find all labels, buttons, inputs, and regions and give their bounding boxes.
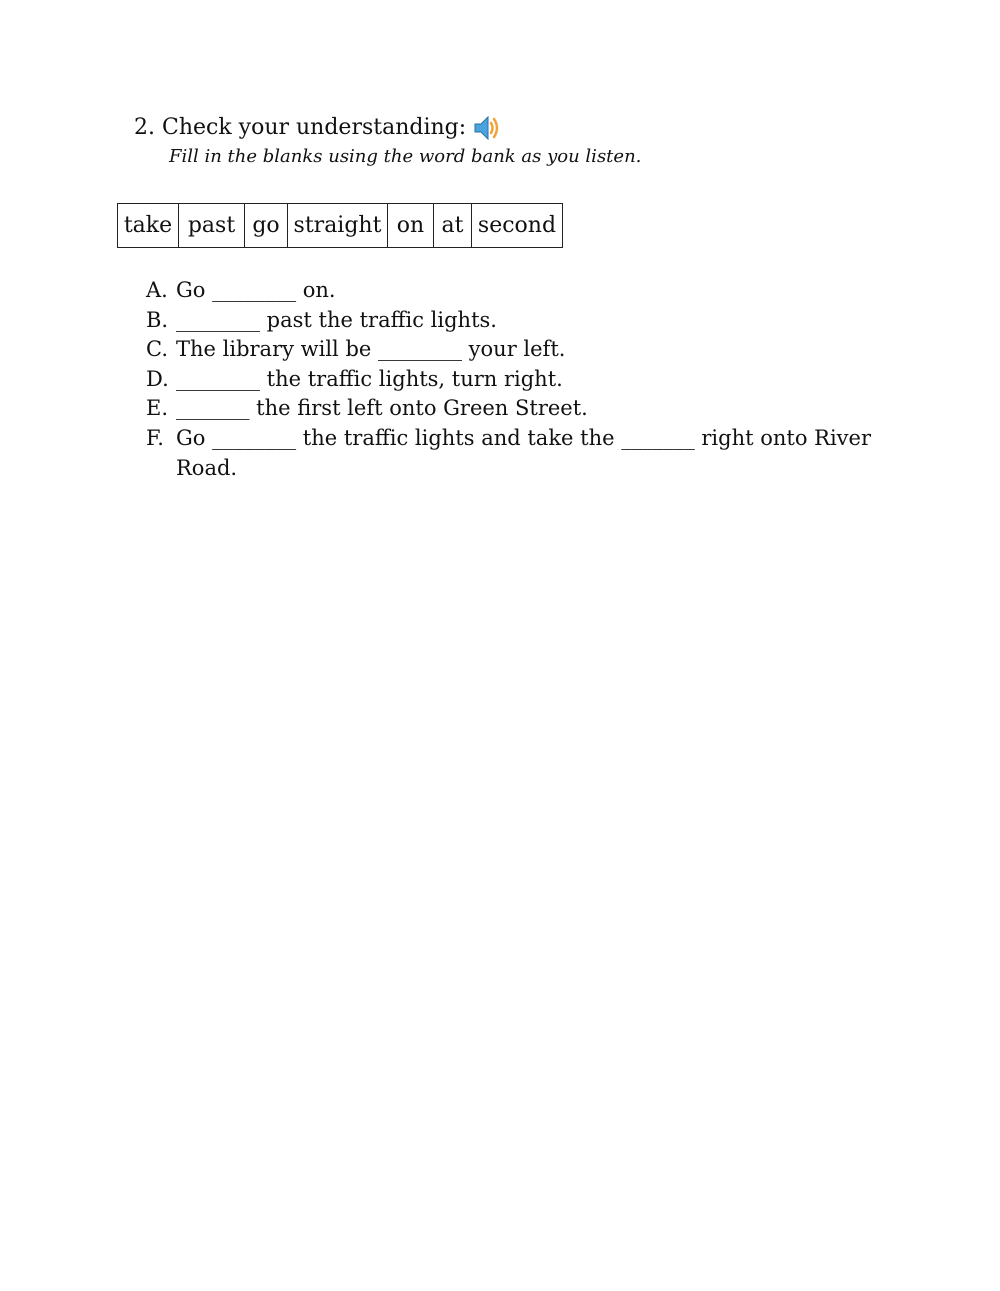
question-item xyxy=(146,335,876,365)
question-letter: C. xyxy=(146,337,168,362)
question-text: Go ________ the traffic lights and take the _______ right onto River Road. xyxy=(176,425,872,480)
word-bank-cell[interactable]: second xyxy=(472,204,563,248)
question-item xyxy=(146,276,876,306)
question-letter: E. xyxy=(146,396,169,421)
question-list xyxy=(146,276,876,483)
instruction-text: Fill in the blanks using the word bank as you listen. xyxy=(169,146,642,167)
word-bank-cell[interactable]: straight xyxy=(288,204,388,248)
question-text: _______ the first left onto Green Street. xyxy=(176,396,588,421)
question-item xyxy=(146,365,876,395)
question-item xyxy=(146,394,876,424)
question-letter: B. xyxy=(146,307,169,332)
question-item xyxy=(146,424,876,483)
speaker-icon[interactable] xyxy=(472,113,502,143)
word-bank-cell[interactable]: at xyxy=(434,204,472,248)
question-letter: D. xyxy=(146,366,169,391)
question-text: ________ the traffic lights, turn right. xyxy=(176,366,563,391)
word-bank-cell[interactable]: on xyxy=(388,204,434,248)
question-text: The library will be ________ your left. xyxy=(176,337,566,362)
word-bank-cell[interactable]: take xyxy=(118,204,179,248)
question-item xyxy=(146,306,876,336)
section-heading xyxy=(134,112,502,144)
question-text: Go ________ on. xyxy=(176,278,336,302)
word-bank-table xyxy=(117,203,563,248)
question-letter: F. xyxy=(146,425,164,450)
question-letter: A. xyxy=(146,278,168,302)
word-bank-cell[interactable]: go xyxy=(245,204,288,248)
word-bank-cell[interactable]: past xyxy=(179,204,245,248)
section-title: 2. Check your understanding: xyxy=(134,115,467,140)
question-text: ________ past the traffic lights. xyxy=(176,307,497,332)
